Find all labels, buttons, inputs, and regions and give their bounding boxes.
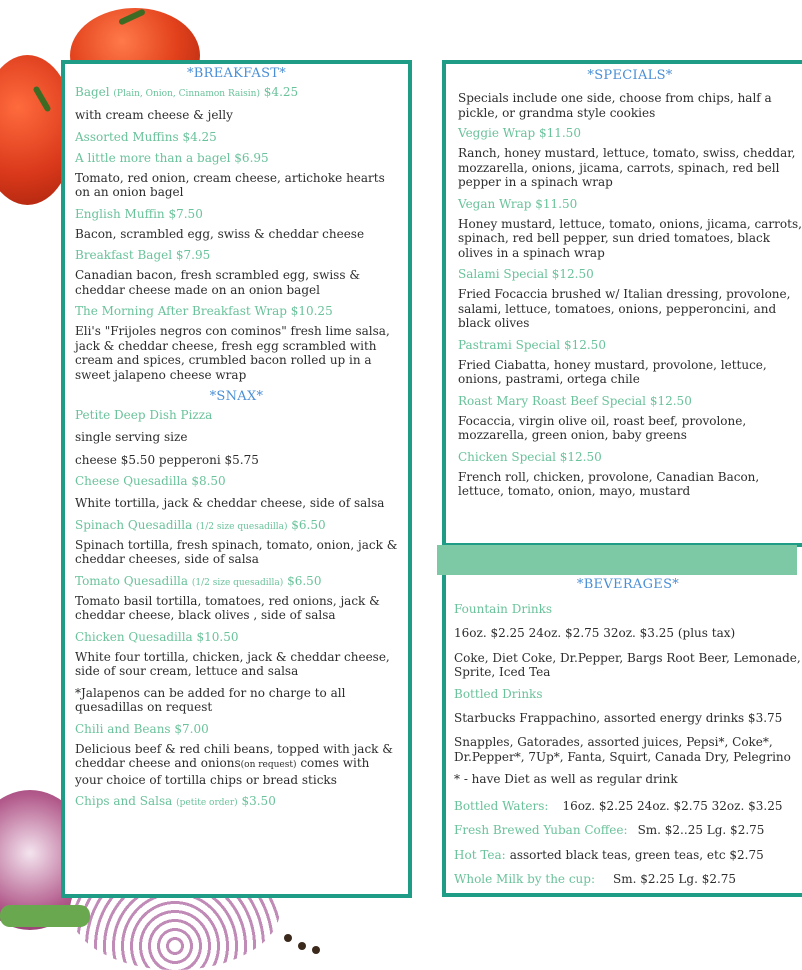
item-description: Ranch, honey mustard, lettuce, tomato, swiss, cheddar, mozzarella, onions, jicama, carrots, spinach, red bell pepper in a spinach wrap: [458, 146, 796, 189]
menu-item-morning-wrap: [75, 304, 398, 382]
breakfast-heading: *BREAKFAST*: [186, 66, 287, 81]
menu-item-chips-salsa: [75, 794, 398, 808]
item-title: Bagel: [75, 85, 114, 99]
menu-item-pizza: [75, 408, 398, 467]
item-description: Coke, Diet Coke, Dr.Pepper, Bargs Root Beer, Lemonade, Sprite, Iced Tea: [454, 650, 801, 679]
breakfast-snax-panel: [61, 60, 412, 898]
item-description: *Jalapenos can be added for no charge to all quesadillas on request: [75, 685, 346, 714]
peppercorn-icon: [298, 942, 306, 950]
item-description: 16oz. $2.25 24oz. $2.75 32oz. $3.25 (plus tax): [454, 626, 736, 640]
beverage-waters: [454, 799, 802, 814]
menu-item-cheese-quesadilla: [75, 474, 398, 511]
peppercorn-icon: [284, 934, 292, 942]
item-note: (on request): [240, 760, 297, 770]
item-title: Petite Deep Dish Pizza: [75, 408, 213, 422]
item-price: $4.25: [259, 85, 299, 99]
item-title: Fresh Brewed Yuban Coffee:: [454, 823, 628, 837]
snax-heading: *SNAX*: [209, 389, 264, 404]
item-description: Tomato, red onion, cream cheese, artichoke hearts on an onion bagel: [75, 170, 385, 199]
special-pastrami: [458, 338, 802, 387]
jalapeno-note: [75, 686, 398, 715]
menu-item-muffins: [75, 130, 398, 144]
item-title: Chili and Beans $7.00: [75, 721, 209, 736]
item-title: Cheese Quesadilla $8.50: [75, 474, 226, 488]
menu-item-english-muffin: [75, 207, 398, 242]
item-title: Roast Mary Roast Beef Special $12.50: [458, 393, 692, 408]
item-note: (1/2 size quesadilla): [191, 577, 284, 588]
item-title: Chips and Salsa: [75, 794, 177, 808]
beverage-milk: [454, 872, 802, 887]
peppercorn-icon: [312, 946, 320, 954]
item-title: Assorted Muffins $4.25: [75, 129, 217, 144]
item-title: Veggie Wrap $11.50: [458, 126, 581, 140]
item-title: Salami Special $12.50: [458, 267, 594, 281]
beverage-tea: [454, 848, 802, 863]
item-title: Whole Milk by the cup:: [454, 872, 596, 886]
special-vegan-wrap: [458, 197, 802, 261]
item-description: * - have Diet as well as regular drink: [454, 772, 678, 786]
item-title: Breakfast Bagel $7.95: [75, 248, 211, 262]
item-description: cheese $5.50 pepperoni $5.75: [75, 452, 259, 467]
menu-item-more-than-bagel: [75, 151, 398, 200]
item-description: single serving size: [75, 430, 188, 444]
item-title: Chicken Special $12.50: [458, 449, 602, 464]
item-title: Chicken Quesadilla $10.50: [75, 629, 239, 644]
item-description: comes with your choice of tortilla chips or bread sticks: [75, 756, 370, 787]
beverage-coffee: [454, 823, 802, 838]
special-chicken: [458, 450, 802, 499]
item-note: (Plain, Onion, Cinnamon Raisin): [113, 89, 260, 99]
item-description: Fried Focaccia brushed w/ Italian dressing, provolone, salami, lettuce, tomatoes, onions, pepperoncini, and black olives: [458, 287, 791, 330]
item-title: Fountain Drinks: [454, 602, 553, 616]
item-note: (petite order): [176, 798, 238, 808]
specials-heading: *SPECIALS*: [587, 68, 673, 83]
item-title: Hot Tea:: [454, 847, 506, 862]
item-description: Focaccia, virgin olive oil, roast beef, provolone, mozzarella, green onion, baby greens: [458, 413, 747, 442]
item-description: Fried Ciabatta, honey mustard, provolone, lettuce, onions, pastrami, ortega chile: [458, 357, 767, 386]
item-description: Bacon, scrambled egg, swiss & cheddar cheese: [75, 226, 365, 241]
item-description: Delicious beef & red chili beans, topped with jack & cheddar cheese and onions: [75, 741, 393, 770]
menu-item-spinach-quesadilla: [75, 518, 398, 567]
menu-item-tomato-quesadilla: [75, 574, 398, 623]
menu-item-chili: [75, 722, 398, 788]
item-note: (1/2 size quesadilla): [196, 521, 288, 532]
item-title: English Muffin $7.50: [75, 206, 203, 221]
item-price: $3.50: [237, 794, 276, 808]
item-description: Sm. $2..25 Lg. $2.75: [637, 823, 765, 837]
item-title: A little more than a bagel $6.95: [75, 150, 269, 165]
menu-item-bagel: [75, 85, 398, 123]
item-description: assorted black teas, green teas, etc $2.75: [509, 847, 764, 862]
item-price: $6.50: [283, 573, 322, 588]
item-description: Honey mustard, lettuce, tomato, onions, jicama, carrots, spinach, red bell pepper, sun dried tomatoes, black olives in a spinach wrap: [458, 216, 802, 260]
beverage-bottled: [454, 687, 802, 787]
specials-intro: Specials include one side, choose from chips, half a pickle, or grandma style cookies: [458, 91, 772, 120]
item-title: Vegan Wrap $11.50: [458, 196, 578, 211]
special-salami: [458, 267, 802, 331]
menu-item-breakfast-bagel: [75, 248, 398, 297]
item-title: Bottled Waters:: [454, 798, 549, 813]
item-description: Starbucks Frappachino, assorted energy drinks $3.75: [454, 710, 783, 725]
beverage-fountain: [454, 602, 802, 680]
item-title: Spinach Quesadilla: [75, 517, 197, 532]
beverages-panel: [442, 575, 802, 897]
item-description: Spinach tortilla, fresh spinach, tomato, onion, jack & cheddar cheeses, side of salsa: [75, 537, 398, 566]
item-description: Snapples, Gatorades, assorted juices, Pepsi*, Coke*, Dr.Pepper*, 7Up*, Fanta, Squirt, Canada Dry, Pelegrino: [454, 735, 791, 764]
divider-band: [437, 545, 797, 575]
menu-item-chicken-quesadilla: [75, 630, 398, 679]
item-title: Bottled Drinks: [454, 686, 543, 701]
item-title: Pastrami Special $12.50: [458, 337, 606, 352]
item-description: Tomato basil tortilla, tomatoes, red onions, jack & cheddar cheese, black olives , side of salsa: [75, 593, 380, 622]
item-description: 16oz. $2.25 24oz. $2.75 32oz. $3.25: [562, 798, 783, 813]
green-onion-image: [0, 905, 90, 927]
item-description: Canadian bacon, fresh scrambled egg, swiss & cheddar cheese made on an onion bagel: [75, 268, 360, 297]
item-description: Sm. $2.25 Lg. $2.75: [613, 872, 737, 886]
specials-panel: [442, 60, 802, 547]
item-description: with cream cheese & jelly: [75, 108, 233, 122]
item-title: Tomato Quesadilla: [75, 573, 192, 588]
item-description: White four tortilla, chicken, jack & cheddar cheese, side of sour cream, lettuce and salsa: [75, 649, 390, 678]
item-price: $6.50: [287, 517, 326, 532]
special-roast-beef: [458, 394, 802, 443]
beverages-heading: *BEVERAGES*: [576, 577, 680, 592]
item-title: The Morning After Breakfast Wrap $10.25: [75, 304, 333, 318]
item-description: Eli's "Frijoles negros con cominos" fresh lime salsa, jack & cheddar cheese, fresh egg scrambled with cream and spices, crumbled bacon rolled up in a sweet jalapeno cheese wrap: [75, 324, 390, 382]
item-description: White tortilla, jack & cheddar cheese, side of salsa: [75, 496, 385, 510]
special-veggie-wrap: [458, 126, 802, 190]
item-description: French roll, chicken, provolone, Canadian Bacon, lettuce, tomato, onion, mayo, mustard: [458, 469, 760, 498]
